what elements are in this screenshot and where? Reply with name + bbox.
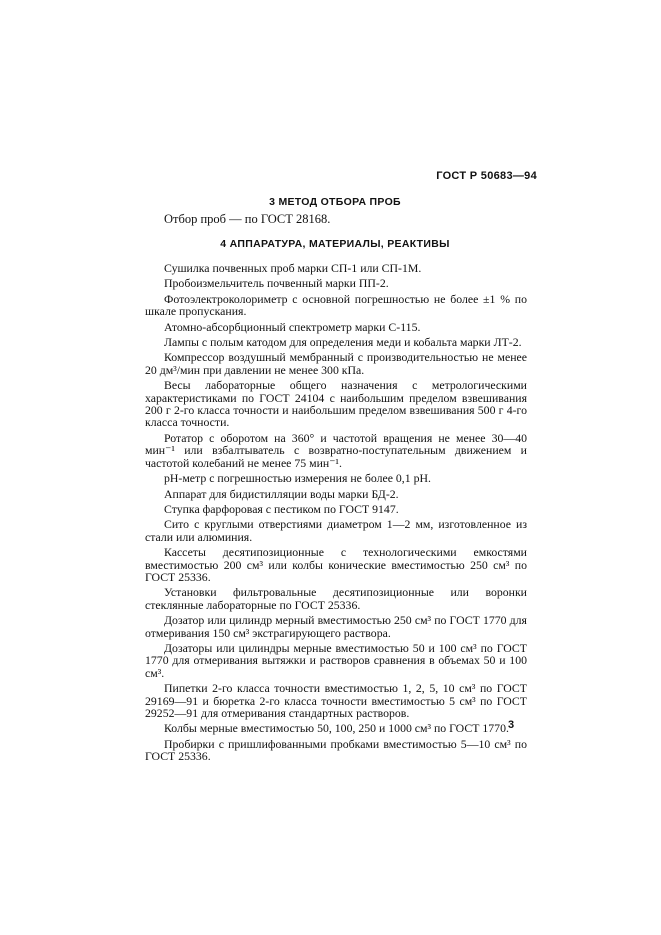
list-item: Компрессор воздушный мембранный с производительностью не менее 20 дм³/мин при давлении не менее 300 кПа. [145,350,527,377]
list-item: Сушилка почвенных проб марки СП-1 или СП-1М. [164,261,422,275]
section-4-heading: 4 АППАРАТУРА, МАТЕРИАЛЫ, РЕАКТИВЫ [220,238,450,250]
list-item: Атомно-абсорбционный спектрометр марки С-115. [164,319,421,334]
list-item: Фотоэлектроколориметр с основной погрешностью не более ±1 % по шкале пропускания. [145,291,527,319]
list-item: Установки фильтровальные десятипозиционные или воронки стеклянные лабораторные по ГОСТ 25336. [145,585,527,612]
list-item: Пробирки с пришлифованными пробками вместимостью 5—10 см³ по ГОСТ 25336. [145,736,527,764]
section-3-text: Отбор проб — по ГОСТ 28168. [164,212,331,226]
standard-designation: ГОСТ Р 50683—94 [436,170,537,182]
list-item: Кассеты десятипозиционные с технологическими емкостями вместимостью 200 см³ или колбы конические вместимостью 250 см³ по ГОСТ 25336. [145,545,527,584]
section-3-heading: 3 МЕТОД ОТБОРА ПРОБ [269,196,401,208]
list-item: Аппарат для бидистилляции воды марки БД-2. [164,486,399,501]
list-item: Лампы с полым катодом для определения меди и кобальта марки ЛТ-2. [164,335,522,350]
equipment-list [145,262,527,766]
list-item: Весы лабораторные общего назначения с метрологическими характеристиками по ГОСТ 24104 с наибольшим пределом взвешивания 200 г 2-го класса точности и наибольшим пределом взвешивания 500 г 4-го класса точности. [145,378,527,430]
list-item: Ротатор с оборотом на 360° и частотой вращения не менее 30—40 мин⁻¹ или взбалтыватель с возвратно-поступательным движением и частотой колебаний не менее 75 мин⁻¹. [145,430,527,470]
list-item: Дозатор или цилиндр мерный вместимостью 250 см³ по ГОСТ 1770 для отмеривания 150 см³ экстрагирующего раствора. [145,613,527,640]
list-item: Дозаторы или цилиндры мерные вместимостью 50 и 100 см³ по ГОСТ 1770 для отмеривания вытяжки и растворов сравнения в объемах 50 и 100 см³. [145,640,527,680]
list-item: рН-метр с погрешностью измерения не более 0,1 рН. [164,471,431,486]
list-item: Пробоизмельчитель почвенный марки ПП-2. [164,276,389,291]
list-item: Ступка фарфоровая с пестиком по ГОСТ 9147. [164,501,399,516]
list-item: Колбы мерные вместимостью 50, 100, 250 и 1000 см³ по ГОСТ 1770. [164,721,509,736]
list-item: Сито с круглыми отверстиями диаметром 1—2 мм, изготовленное из стали или алюминия. [145,517,527,544]
list-item: Пипетки 2-го класса точности вместимостью 1, 2, 5, 10 см³ по ГОСТ 29169—91 и бюретка 2-го класса точности вместимостью 5 см³ по ГОСТ 29252—91 для отмеривания стандартных растворов. [145,681,527,720]
page-number: 3 [508,719,515,731]
